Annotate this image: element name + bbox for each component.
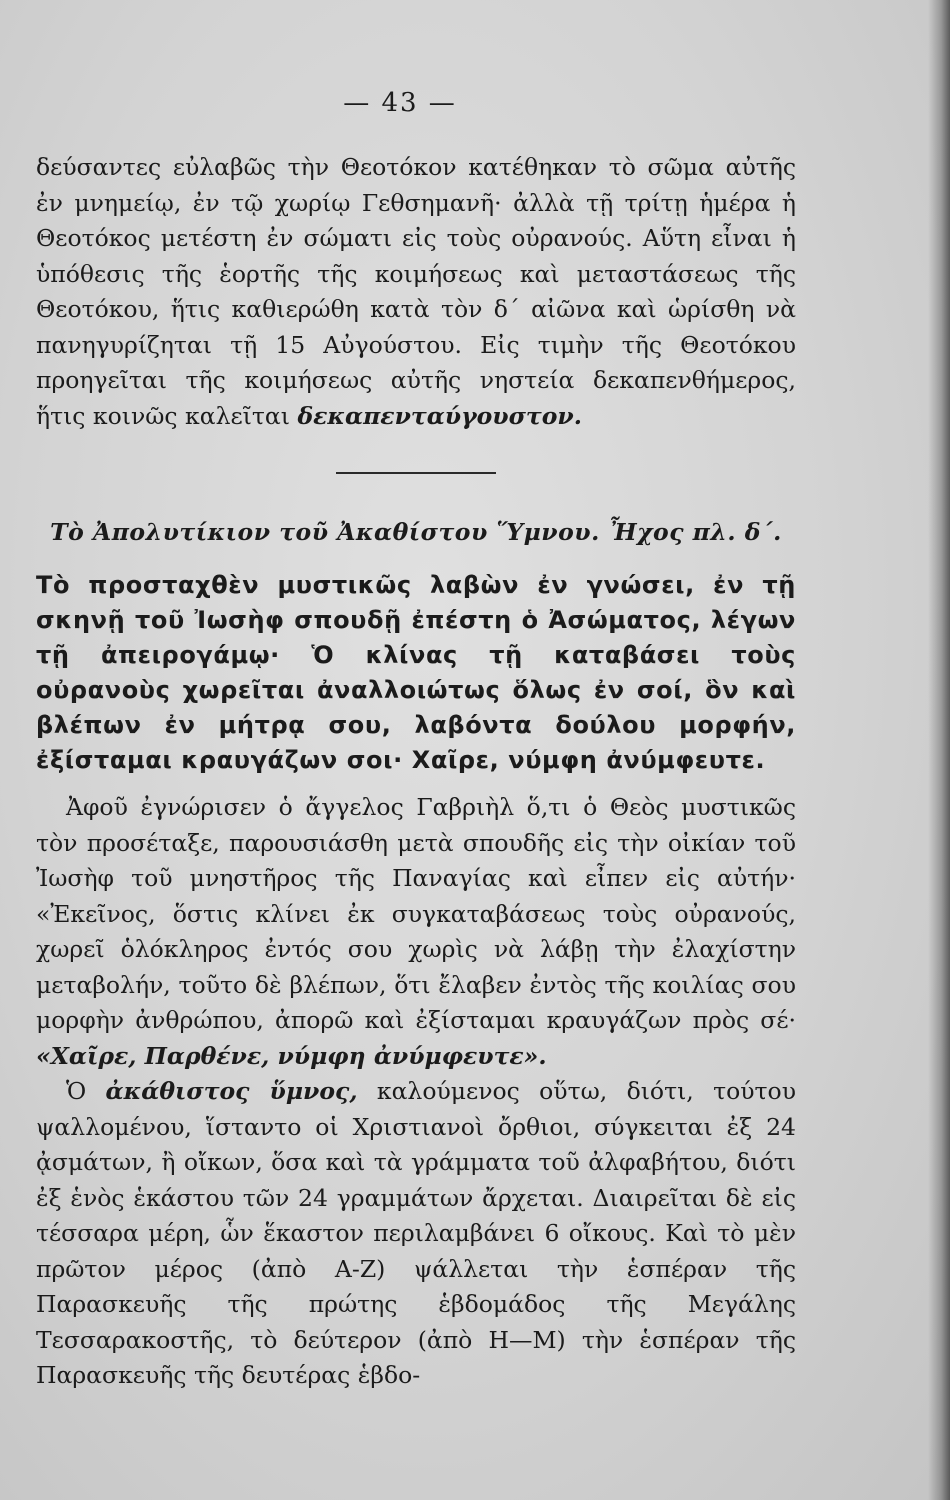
quote-chaire-parthene: «Χαῖρε, Παρθένε, νύμφη ἀνύμφευτε».	[36, 1041, 547, 1070]
paragraph-akathist	[36, 1074, 796, 1394]
term-dekapentavgoustos: δεκαπενταύγουστον.	[297, 401, 582, 430]
hymn-title: Τὸ Ἀπολυτίκιον τοῦ Ἀκαθίστου Ὕμνου. Ἦχος πλ. δ΄.	[50, 518, 782, 546]
paragraph-akathist-lead: Ὁ	[66, 1077, 106, 1105]
hymn-apolytikion: Τὸ προσταχθὲν μυστικῶς λαβὼν ἐν γνώσει, ἐν τῇ σκηνῇ τοῦ Ἰωσὴφ σπουδῇ ἐπέστη ὁ Ἀσώματος, λέγων τῇ ἀπειρογάμῳ· Ὁ κλίνας τῇ καταβάσει τοὺς οὐρανοὺς χωρεῖται ἀναλλοιώτως ὅλως ἐν σοί, ὃν καὶ βλέπων ἐν μήτρᾳ σου, λαβόντα δούλου μορφήν, ἐξίσταμαι κραυγάζων σοι· Χαῖρε, νύμφη ἀνύμφευτε.	[36, 571, 796, 774]
paragraph-akathist-text: καλούμενος οὕτω, διότι, τούτου ψαλλομένου, ἵσταντο οἱ Χριστιανοὶ ὄρθιοι, σύγκειται ἐξ 24 ᾀσμάτων, ἢ οἴκων, ὅσα καὶ τὰ γράμματα τοῦ ἀλφαβήτου, διότι ἐξ ἑνὸς ἑκάστου τῶν 24 γραμμάτων ἄρχεται. Διαιρεῖται δὲ εἰς τέσσαρα μέρη, ὧν ἕκαστον περιλαμβάνει 6 οἴκους. Καὶ τὸ μὲν πρῶτον μέρος (ἀπὸ Α-Ζ) ψάλλεται τὴν ἑσπέραν τῆς Παρασκευῆς τῆς πρώτης ἑβδομάδος τῆς Μεγάλης Τεσσαρακοστῆς, τὸ δεύτερον (ἀπὸ Η—Μ) τὴν ἑσπέραν τῆς Παρασκευῆς τῆς δευτέρας ἑβδο-	[36, 1077, 796, 1389]
page-number: — 43 —	[343, 88, 457, 118]
paragraph-annunciation-text: Ἀφοῦ ἐγνώρισεν ὁ ἄγγελος Γαβριὴλ ὅ,τι ὁ Θεὸς μυστικῶς τὸν προσέταξε, παρουσιάσθη μετὰ σπουδῆς εἰς τὴν οἰκίαν τοῦ Ἰωσὴφ τοῦ μνηστῆρος τῆς Παναγίας καὶ εἶπεν εἰς αὐτήν· «Ἐκεῖνος, ὅστις κλίνει ἐκ συγκαταβάσεως τοὺς οὐρανούς, χωρεῖ ὁλόκληρος ἐντός σου χωρὶς νὰ λάβῃ τὴν ἐλαχίστην μεταβολήν, τοῦτο δὲ βλέπων, ὅτι ἔλαβεν ἐντὸς τῆς κοιλίας σου μορφὴν ἀνθρώπου, ἀπορῶ καὶ ἐξίσταμαι κραυγάζων πρὸς σέ·	[36, 793, 796, 1034]
paragraph-annunciation	[36, 790, 796, 1074]
text-column	[36, 150, 796, 1394]
term-akathistos-hymnos: ἀκάθιστος ὕμνος,	[105, 1077, 358, 1105]
page-edge-shadow	[928, 0, 950, 1500]
paragraph-dormition-text: δεύσαντες εὐλαβῶς τὴν Θεοτόκον κατέθηκαν τὸ σῶμα αὐτῆς ἐν μνημείῳ, ἐν τῷ χωρίῳ Γεθσημανῆ· ἀλλὰ τῇ τρίτῃ ἡμέρα ἡ Θεοτόκος μετέστη ἐν σώματι εἰς τοὺς οὐρανούς. Αὕτη εἶναι ἡ ὑπόθεσις τῆς ἑορτῆς τῆς κοιμήσεως καὶ μεταστάσεως τῆς Θεοτόκου, ἥτις καθιερώθη κατὰ τὸν δ΄ αἰῶνα καὶ ὡρίσθη νὰ πανηγυρίζηται τῇ 15 Αὐγούστου. Εἰς τιμὴν τῆς Θεοτόκου προηγεῖται τῆς κοιμήσεως αὐτῆς νηστεία δεκαπενθήμερος, ἥτις κοινῶς καλεῖται	[36, 153, 796, 430]
paragraph-dormition	[36, 150, 796, 434]
section-divider	[336, 472, 496, 474]
